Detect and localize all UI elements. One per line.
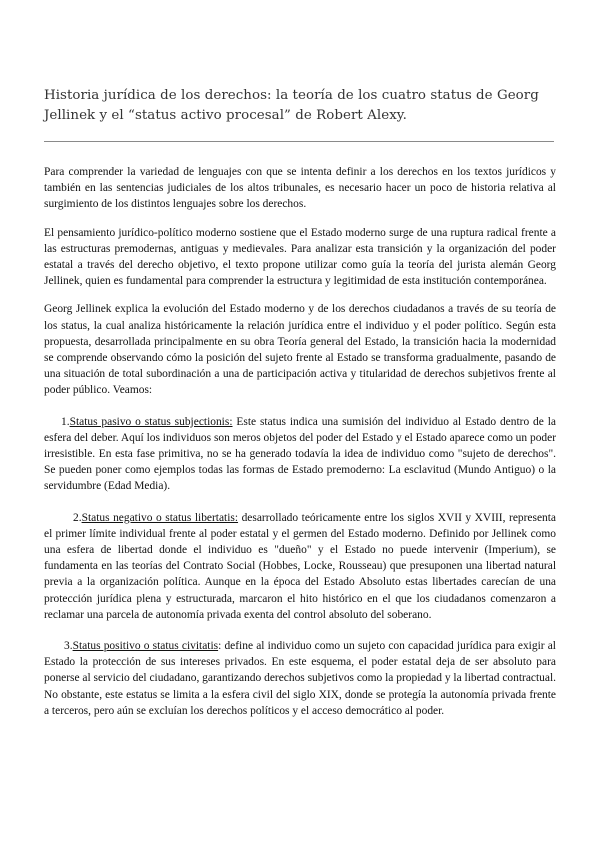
document-title: Historia jurídica de los derechos: la teoría de los cuatro status de Georg Jellinek y el “status activo procesal” de Robert Alexy. (44, 88, 539, 123)
status-item-negative (44, 510, 556, 623)
item-label-positive: Status positivo o status civitatis (72, 640, 219, 653)
item-label-negative: Status negativo o status libertatis: (81, 511, 239, 524)
item-text-negative: desarrollado teóricamente entre los siglos XVII y XVIII, representa el primer límite individual frente al poder estatal y el germen del Estado moderno. Definido por Jellinek como una esfera de libertad donde el individuo es "dueño" y el Estado no puede intervenir (Imperium), se fundamenta en las teorías del Contrato Social (Hobbes, Locke, Rousseau) que presuponen una libertad natural previa a la organización política. Aunque en la época del Estado Absoluto estas libertades carecían de una protección jurídica plena y estructurada, marcaron el hito histórico en el que los ciudadanos comenzaron a reclamar una parcela de autonomía privada exenta del control absoluto del soberano. (44, 511, 556, 621)
item-text-passive: Este status indica una sumisión del individuo al Estado dentro de la esfera del deber. Aquí los individuos son meros objetos del poder del Estado y el Estado aparece como un poder irresistible. En esta fase primitiva, no se ha generado todavía la idea de individuo como "sujeto de derechos". Se pueden poner como ejemplos todas las formas de Estado premoderno: La esclavitud (Mundo Antiguo) o la servidumbre (Edad Media). (44, 415, 557, 493)
item-number: 2. (73, 511, 82, 524)
status-item-positive (44, 638, 556, 719)
paragraph-jellinek: Georg Jellinek explica la evolución del Estado moderno y de los derechos ciudadanos a través de su teoría de los status, la cual analiza históricamente la relación jurídica entre el individuo y el poder político. Según esta propuesta, desarrollada principalmente en su obra Teoría general del Estado, la transición hacia la modernidad se comprende observando cómo la posición del sujeto frente al Estado se transforma gradualmente, pasando de una situación de total subordinación a una de participación activa y titularidad de derechos subjetivos frente al poder público. Veamos: (44, 303, 556, 397)
document-body (44, 164, 556, 731)
item-text-positive: : define al individuo como un sujeto con capacidad jurídica para exigir al Estado la protección de sus intereses privados. En este esquema, el poder estatal deja de ser absoluto para ponerse al servicio del ciudadano, garantizando derechos subjetivos como la propiedad y la libertad contractual. No obstante, este estatus se limita a la esfera civil del siglo XIX, donde se protegía la autonomía privada frente a terceros, pero aún se excluían los derechos políticos y el acceso democrático al poder. (44, 640, 556, 717)
paragraph-intro: Para comprender la variedad de lenguajes con que se intenta definir a los derechos en los textos jurídicos y también en las sentencias judiciales de los altos tribunales, es necesario hacer un poco de historia relativa al surgimiento de los distintos lenguajes sobre los derechos. (44, 166, 556, 211)
paragraph-modern-state: El pensamiento jurídico-político moderno sostiene que el Estado moderno surge de una ruptura radical frente a las estructuras premodernas, antiguas y medievales. Para analizar esta transición y la organización del poder estatal a través del derecho objetivo, el texto propone utilizar como guía la teoría del jurista alemán Georg Jellinek, quien es fundamental para comprender la estructura y legitimidad de esta institución contemporánea. (44, 226, 556, 288)
title-divider (44, 141, 554, 142)
status-item-passive (44, 414, 556, 495)
item-label-passive: Status pasivo o status subjectionis: (69, 415, 233, 428)
item-number: 1. (61, 415, 70, 428)
item-number: 3. (64, 640, 73, 653)
